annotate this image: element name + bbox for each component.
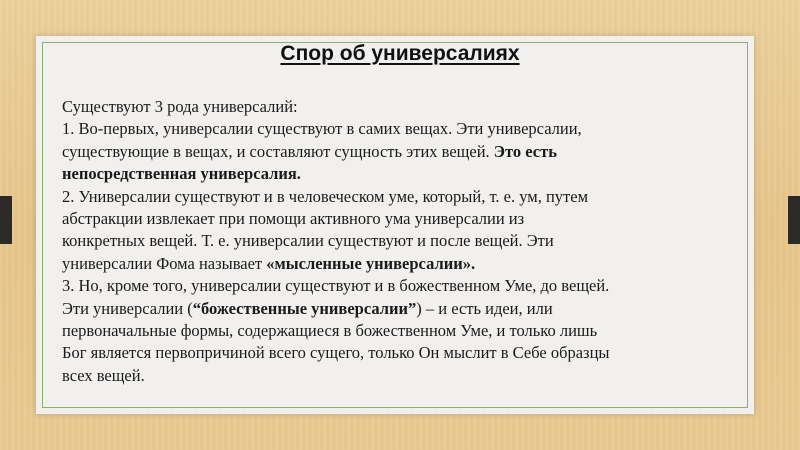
body-bold-text: «мысленные универсалии». [266, 253, 476, 273]
body-line [62, 320, 742, 342]
body-text-segment: ) – и есть идеи, или [416, 298, 553, 318]
body-text-segment: 3. Но, кроме того, универсалии существуют и в божественном Уме, до вещей. [62, 276, 610, 296]
body-line [62, 298, 742, 320]
body-bold-text: “божественные универсалии” [192, 298, 417, 318]
body-text-segment: 2. Универсалии существуют и в человеческом уме, который, т. е. ум, путем [62, 186, 589, 206]
body-text-segment: Эти универсалии ( [62, 298, 193, 318]
body-line [62, 163, 742, 185]
body-text-segment: абстракции извлекает при помощи активного ума универсалии из [62, 209, 525, 229]
body-line [62, 118, 742, 140]
slide-body-text [62, 96, 742, 387]
body-line [62, 230, 742, 252]
body-text-segment: Бог является первопричиной всего сущего, только Он мыслит в Себе образцы [62, 343, 610, 363]
body-line [62, 96, 742, 118]
left-side-tab [0, 196, 12, 244]
body-bold-text: Это есть [493, 141, 557, 161]
right-side-tab [788, 196, 800, 244]
body-line [62, 253, 742, 275]
body-line [62, 342, 742, 364]
body-text-segment: конкретных вещей. Т. е. универсалии существуют и после вещей. Эти [62, 231, 554, 251]
body-bold-text: непосредственная универсалия. [62, 164, 301, 184]
body-line [62, 208, 742, 230]
body-text-segment: 1. Во-первых, универсалии существуют в самих вещах. Эти универсалии, [62, 119, 582, 139]
body-line [62, 186, 742, 208]
body-text-segment: Существуют 3 рода универсалий: [62, 97, 298, 116]
slide-title: Спор об универсалиях [280, 42, 520, 65]
body-text-segment: универсалии Фома называет [62, 253, 267, 273]
body-text-segment: первоначальные формы, содержащиеся в божественном Уме, и только лишь [62, 321, 598, 341]
body-line [62, 365, 742, 387]
body-line [62, 275, 742, 297]
body-text-segment: всех вещей. [62, 365, 145, 385]
body-text-segment: существующие в вещах, и составляют сущность этих вещей. [62, 141, 494, 161]
body-line [62, 141, 742, 163]
